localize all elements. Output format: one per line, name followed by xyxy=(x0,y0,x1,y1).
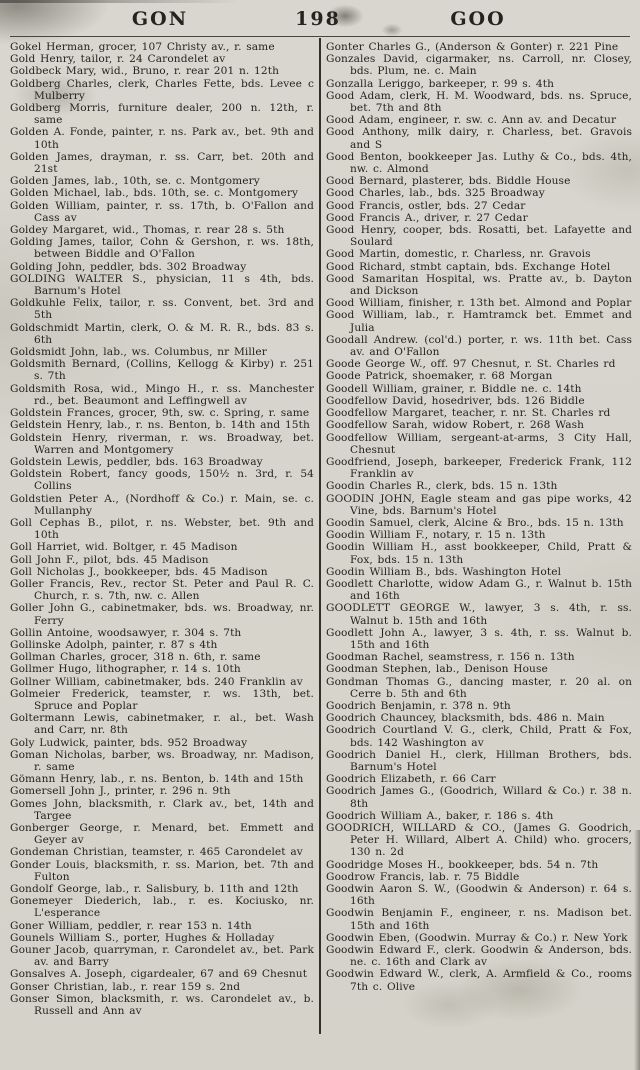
directory-entry: Goodfellow Sarah, widow Robert, r. 268 Wash xyxy=(326,419,585,432)
directory-entry: Goman Nicholas, barber, ws. Broadway, nr. Madison, r. same xyxy=(10,748,314,773)
directory-entry: Goller John G., cabinetmaker, bds. ws. Broadway, nr. Ferry xyxy=(10,602,314,627)
directory-entry: Good Anthony, milk dairy, r. Charless, bet. Gravois and S xyxy=(326,126,632,151)
left-column xyxy=(10,41,314,1017)
directory-entry: Goll Harriet, wid. Boltger, r. 45 Madison xyxy=(10,541,238,554)
directory-entry: Goldsmidt John, lab., ws. Columbus, nr Miller xyxy=(10,346,267,359)
directory-entry: Goldberg Charles, clerk, Charles Fette, bds. Levee c Mulberry xyxy=(10,77,314,102)
header-rule xyxy=(10,36,630,37)
directory-entry: Gömann Henry, lab., r. ns. Benton, b. 14th and 15th xyxy=(10,773,304,786)
directory-entry: Goodlett John A., lawyer, 3 s. 4th, r. ss. Walnut b. 15th and 16th xyxy=(326,626,632,651)
directory-entry: Good William, lab., r. Hamtramck bet. Emmet and Julia xyxy=(326,309,632,334)
right-column xyxy=(326,41,632,993)
directory-entry: Goldstien Peter A., (Nordhoff & Co.) r. Main, se. c. Mullanphy xyxy=(10,492,314,517)
directory-entry: Gollin Antoine, woodsawyer, r. 304 s. 7th xyxy=(10,626,242,639)
directory-entry: Gomes John, blacksmith, r. Clark av., bet, 14th and Targee xyxy=(10,797,314,822)
directory-entry: Golding John, peddler, bds. 302 Broadway xyxy=(10,260,247,273)
directory-entry: Gounels William S., porter, Hughes & Holladay xyxy=(10,931,275,944)
directory-entry: Goll Cephas B., pilot, r. ns. Webster, bet. 9th and 10th xyxy=(10,516,314,542)
directory-entry: Good Samaritan Hospital, ws. Pratte av., b. Dayton and Dickson xyxy=(326,272,632,298)
directory-entry: Goodfellow Margaret, teacher, r. nr. St. Charles rd xyxy=(326,407,611,420)
directory-entry: Gondman Thomas G., dancing master, r. 20 al. on Cerre b. 5th and 6th xyxy=(326,675,632,700)
page-number: 198 xyxy=(295,8,341,30)
directory-entry: GOLDING WALTER S., physician, 11 s 4th, bds. Barnum's Hotel xyxy=(10,272,314,298)
directory-entry: Goltermann Lewis, cabinetmaker, r. al., bet. Wash and Carr, nr. 8th xyxy=(10,712,314,737)
directory-entry: Gold Henry, tailor, r. 24 Carondelet av xyxy=(10,53,226,66)
directory-entry: Goldsmith Bernard, (Collins, Kellogg & Kirby) r. 251 s. 7th xyxy=(10,358,314,383)
directory-entry: Golden James, drayman, r. ss. Carr, bet. 20th and 21st xyxy=(10,150,314,176)
directory-entry: Goll Nicholas J., bookkeeper, bds. 45 Madison xyxy=(10,565,268,578)
scan-edge-right xyxy=(634,830,640,1070)
directory-entry: Goodin William H., asst bookkeeper, Child, Pratt & Fox, bds. 15 n. 13th xyxy=(326,541,632,566)
directory-entry: Goldschmidt Martin, clerk, O. & M. R. R., bds. 83 s. 6th xyxy=(10,321,314,346)
directory-entry: Goodwin Edward W., clerk, A. Armfield & Co., rooms 7th c. Olive xyxy=(326,968,632,993)
directory-entry: Good Adam, engineer, r. sw. c. Ann av. and Decatur xyxy=(326,114,617,127)
directory-entry: Goldsmith Rosa, wid., Mingo H., r. ss. Manchester rd., bet. Beaumont and Leffingwell av xyxy=(10,382,314,407)
directory-entry: Goodin Charles R., clerk, bds. 15 n. 13th xyxy=(326,480,558,493)
directory-entry: Goodfriend, Joseph, barkeeper, Frederick Frank, 112 Franklin av xyxy=(326,455,632,481)
directory-entry: Gonter Charles G., (Anderson & Gonter) r. 221 Pine xyxy=(326,41,619,53)
directory-entry: Gondolf George, lab., r. Salisbury, b. 11th and 12th xyxy=(10,883,299,896)
directory-entry: Gollinske Adolph, painter, r. 87 s 4th xyxy=(10,638,218,651)
directory-entry: GOODIN JOHN, Eagle steam and gas pipe works, 42 Vine, bds. Barnum's Hotel xyxy=(326,492,632,517)
column-divider xyxy=(319,38,321,1034)
directory-entry: Goldey Margaret, wid., Thomas, r. rear 28 s. 5th xyxy=(10,224,285,237)
directory-entry: Good Adam, clerk, H. M. Woodward, bds. ns. Spruce, bet. 7th and 8th xyxy=(326,89,632,115)
directory-entry: Goodrow Francis, lab. r. 75 Biddle xyxy=(326,870,520,883)
directory-entry: Good Henry, cooper, bds. Rosatti, bet. Lafayette and Soulard xyxy=(326,224,632,249)
directory-entry: Gonser Simon, blacksmith, r. ws. Carondelet av., b. Russell and Ann av xyxy=(10,992,314,1018)
directory-entry: Gonser Christian, lab., r. rear 159 s. 2nd xyxy=(10,980,241,993)
directory-entry: Golden James, lab., 10th, se. c. Montgomery xyxy=(10,175,260,188)
directory-entry: Gondeman Christian, teamster, r. 465 Carondelet av xyxy=(10,846,303,859)
directory-entry: Goodell William, grainer, r. Biddle ne. c. 14th xyxy=(326,382,582,395)
directory-entry: Goodman Stephen, lab., Denison House xyxy=(326,663,548,676)
directory-entry: Gonder Louis, blacksmith, r. ss. Marion, bet. 7th and Fulton xyxy=(10,858,314,883)
directory-entry: Goodrich Benjamin, r. 378 n. 9th xyxy=(326,699,511,712)
directory-entry: Goldstein Henry, riverman, r. ws. Broadway, bet. Warren and Montgomery xyxy=(10,431,314,456)
directory-entry: Golden A. Fonde, painter, r. ns. Park av., bet. 9th and 10th xyxy=(10,126,314,151)
directory-entry: Goodrich Elizabeth, r. 66 Carr xyxy=(326,773,496,786)
directory-entry: Goode Patrick, shoemaker, r. 68 Morgan xyxy=(326,370,553,383)
directory-entry: Goldstein Lewis, peddler, bds. 163 Broadway xyxy=(10,455,263,468)
directory-entry: Good Benton, bookkeeper Jas. Luthy & Co., bds. 4th, nw. c. Almond xyxy=(326,150,632,176)
directory-entry: Good Francis A., driver, r. 27 Cedar xyxy=(326,211,528,224)
scan-edge-top xyxy=(0,0,240,3)
directory-entry: Goodrich William A., baker, r. 186 s. 4th xyxy=(326,809,554,822)
directory-entry: Good Francis, ostler, bds. 27 Cedar xyxy=(326,199,526,212)
directory-entry: Golmeier Frederick, teamster, r. ws. 13th, bet. Spruce and Poplar xyxy=(10,687,314,712)
page-header xyxy=(0,8,640,34)
directory-entry: Gollmer Hugo, lithographer, r. 14 s. 10th xyxy=(10,663,241,676)
directory-entry: Goodwin Benjamin F., engineer, r. ns. Madison bet. 15th and 16th xyxy=(326,907,632,932)
directory-entry: Goodwin Aaron S. W., (Goodwin & Anderson) r. 64 s. 16th xyxy=(326,883,632,908)
directory-entry: GOODLETT GEORGE W., lawyer, 3 s. 4th, r. ss. Walnut b. 15th and 16th xyxy=(326,602,632,627)
directory-entry: Goldkuhle Felix, tailor, r. ss. Convent, bet. 3rd and 5th xyxy=(10,297,314,322)
directory-entry: Goode George W., off. 97 Chesnut, r. St. Charles rd xyxy=(326,358,616,371)
directory-entry: Gollman Charles, grocer, 318 n. 6th, r. same xyxy=(10,651,261,664)
directory-entry: Good William, finisher, r. 13th bet. Almond and Poplar xyxy=(326,297,632,310)
directory-entry: Geldstein Henry, lab., r. ns. Benton, b. 14th and 15th xyxy=(10,419,310,432)
directory-entry: Goodrich James G., (Goodrich, Willard & Co.) r. 38 n. 8th xyxy=(326,785,632,810)
directory-entry: Goldberg Morris, furniture dealer, 200 n. 12th, r. same xyxy=(10,102,314,127)
directory-entry: Good Martin, domestic, r. Charless, nr. Gravois xyxy=(326,248,591,261)
directory-entry: Goodrich Daniel H., clerk, Hillman Brothers, bds. Barnum's Hotel xyxy=(326,748,632,773)
directory-entry: Goodin William F., notary, r. 15 n. 13th xyxy=(326,529,546,542)
directory-entry: Goodfellow William, sergeant-at-arms, 3 City Hall, Chesnut xyxy=(326,431,632,456)
directory-entry: Gonemeyer Diederich, lab., r. es. Kociusko, nr. L'esperance xyxy=(10,895,314,920)
directory-entry: Good Bernard, plasterer, bds. Biddle House xyxy=(326,175,571,188)
directory-entry: Goodridge Moses H., bookkeeper, bds. 54 n. 7th xyxy=(326,858,599,871)
directory-entry: Goller Francis, Rev., rector St. Peter and Paul R. C. Church, r. s. 7th, nw. c. Allen xyxy=(10,577,314,603)
directory-entry: Goodwin Edward F., clerk. Goodwin & Anderson, bds. ne. c. 16th and Clark av xyxy=(326,944,632,969)
directory-entry: Gonzales David, cigarmaker, ns. Carroll, nr. Closey, bds. Plum, ne. c. Main xyxy=(326,53,632,78)
directory-entry: Goldstein Frances, grocer, 9th, sw. c. Spring, r. same xyxy=(10,407,310,420)
directory-entry: Goodlett Charlotte, widow Adam G., r. Walnut b. 15th and 16th xyxy=(326,577,632,603)
directory-entry: Gonberger George, r. Menard, bet. Emmett and Geyer av xyxy=(10,822,314,847)
directory-entry: Goldstein Robert, fancy goods, 150½ n. 3rd, r. 54 Collins xyxy=(10,468,314,493)
directory-entry: Goly Ludwick, painter, bds. 952 Broadway xyxy=(10,736,248,749)
directory-entry: Goodin Samuel, clerk, Alcine & Bro., bds. 15 n. 13th xyxy=(326,516,624,529)
directory-entry: Golden Michael, lab., bds. 10th, se. c. Montgomery xyxy=(10,187,299,200)
directory-entry: Goodwin Eben, (Goodwin. Murray & Co.) r. New York xyxy=(326,931,628,944)
directory-entry: Goodrich Courtland V. G., clerk, Child, Pratt & Fox, bds. 142 Washington av xyxy=(326,724,632,749)
directory-entry: Gomersell John J., printer, r. 296 n. 9th xyxy=(10,785,231,798)
directory-entry: Goodfellow David, hosedriver, bds. 126 Biddle xyxy=(326,394,585,407)
directory-entry: Goodin William B., bds. Washington Hotel xyxy=(326,565,562,578)
directory-entry: Golding James, tailor, Cohn & Gershon, r. ws. 18th, between Biddle and O'Fallon xyxy=(10,236,314,261)
directory-entry: Gollner William, cabinetmaker, bds. 240 Franklin av xyxy=(10,675,303,688)
right-column-letter-heading: GOO xyxy=(450,8,506,30)
directory-entry: Gokel Herman, grocer, 107 Christy av., r. same xyxy=(10,41,275,53)
directory-entry: Goldbeck Mary, wid., Bruno, r. rear 201 n. 12th xyxy=(10,65,279,78)
directory-entry: GOODRICH, WILLARD & CO., (James G. Goodrich, Peter H. Willard, Albert A. Child) who. grocers, 130 n. 2d xyxy=(326,822,632,859)
directory-entry: Goodman Rachel, seamstress, r. 156 n. 13th xyxy=(326,651,575,664)
left-column-letter-heading: GON xyxy=(131,8,189,30)
directory-entry: Goodall Andrew. (col'd.) porter, r. ws. 11th bet. Cass av. and O'Fallon xyxy=(326,333,632,359)
directory-entry: Good Richard, stmbt captain, bds. Exchange Hotel xyxy=(326,260,611,273)
directory-entry: Goodrich Chauncey, blacksmith, bds. 486 n. Main xyxy=(326,712,605,725)
directory-entry: Gonsalves A. Joseph, cigardealer, 67 and 69 Chesnut xyxy=(10,968,308,981)
directory-entry: Gouner Jacob, quarryman, r. Carondelet av., bet. Park av. and Barry xyxy=(10,944,314,969)
directory-entry: Goll John F., pilot, bds. 45 Madison xyxy=(10,553,209,566)
directory-entry: Goner William, peddler, r. rear 153 n. 14th xyxy=(10,919,252,932)
directory-entry: Gonzalla Leriggo, barkeeper, r. 99 s. 4th xyxy=(326,77,555,90)
directory-entry: Golden William, painter, r. ss. 17th, b. O'Fallon and Cass av xyxy=(10,199,314,224)
directory-entry: Good Charles, lab., bds. 325 Broadway xyxy=(326,187,545,200)
